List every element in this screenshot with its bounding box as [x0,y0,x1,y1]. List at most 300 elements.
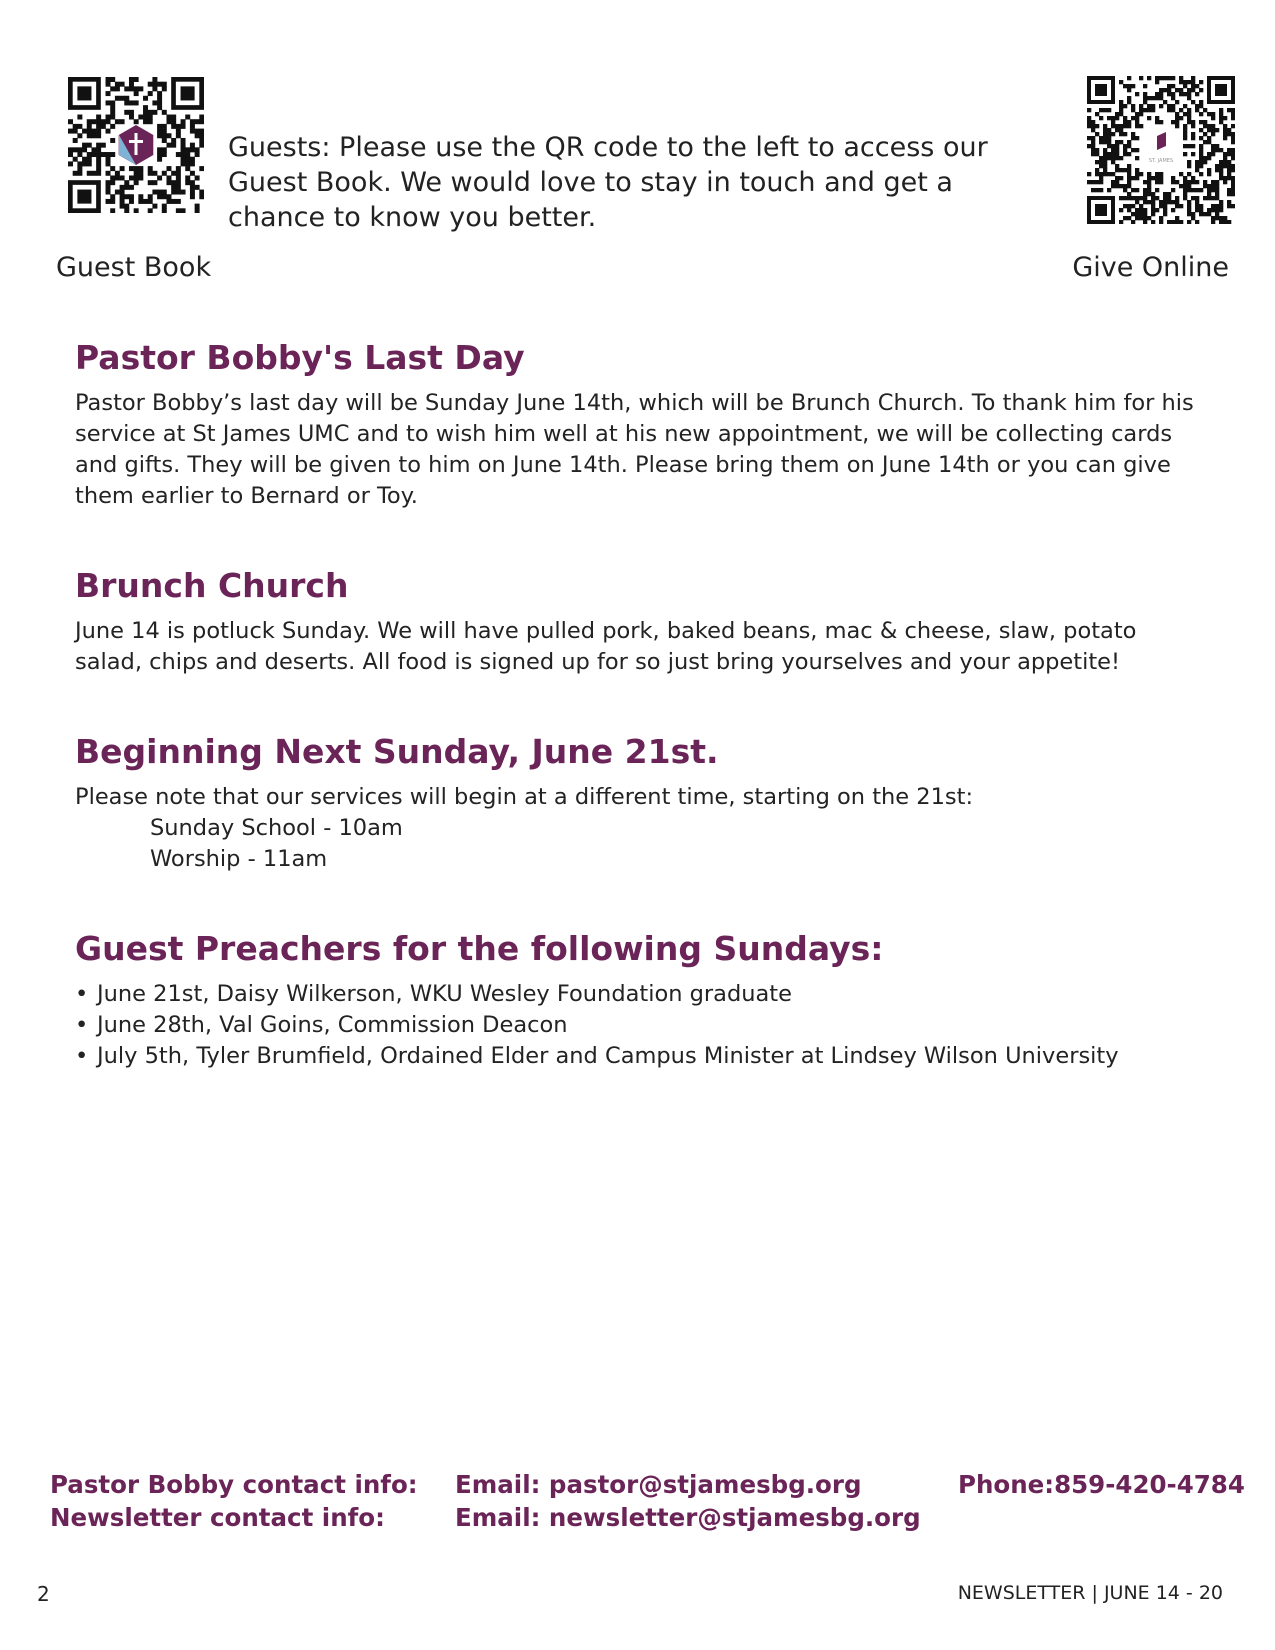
qr-module [181,208,186,213]
qr-module [73,157,78,162]
qr-module [1151,204,1155,208]
qr-module [110,199,115,204]
qr-module [1151,220,1155,224]
qr-module [1219,160,1223,164]
qr-module [1183,152,1187,156]
qr-module [96,152,101,157]
qr-module [1215,144,1219,148]
qr-module [152,82,157,87]
qr-module [1139,208,1143,212]
qr-module [129,199,134,204]
qr-module [106,100,111,105]
qr-module [1135,112,1139,116]
qr-module [82,161,87,166]
qr-module [1103,168,1107,172]
qr-module [1127,76,1131,80]
qr-module [143,119,148,124]
qr-module [199,119,204,124]
qr-module [110,100,115,105]
qr-module [157,100,162,105]
qr-module [1143,108,1147,112]
qr-module [1131,116,1135,120]
qr-module [1107,140,1111,144]
qr-module [124,180,129,185]
qr-module [1231,188,1235,192]
qr-module [110,77,115,82]
qr-module [1207,124,1211,128]
qr-module [1131,212,1135,216]
qr-module [1115,116,1119,120]
qr-module [1119,100,1123,104]
qr-module [1195,200,1199,204]
qr-finder-pattern [77,86,91,100]
qr-module [1123,132,1127,136]
qr-module [129,175,134,180]
qr-module [1219,112,1223,116]
qr-module [1151,192,1155,196]
qr-module [1167,88,1171,92]
qr-module [157,157,162,162]
qr-module [1139,104,1143,108]
qr-module [1215,164,1219,168]
qr-module [1103,148,1107,152]
section-heading: Guest Preachers for the following Sundays: [75,929,884,968]
qr-module [1199,204,1203,208]
qr-module [1195,220,1199,224]
qr-module [1135,176,1139,180]
qr-module [1187,208,1191,212]
qr-module [176,190,181,195]
qr-module [1167,84,1171,88]
qr-module [1187,144,1191,148]
qr-module [1215,216,1219,220]
qr-module [176,166,181,171]
qr-module [1199,172,1203,176]
qr-module [1135,92,1139,96]
qr-module [1179,108,1183,112]
qr-module [1175,124,1179,128]
qr-module [138,115,143,120]
qr-module [1147,192,1151,196]
qr-module [1103,124,1107,128]
give-online-qr-code[interactable] [1087,76,1235,224]
qr-module [1151,108,1155,112]
qr-module [1155,180,1159,184]
qr-module [1143,220,1147,224]
qr-module [1115,124,1119,128]
qr-module [1143,92,1147,96]
qr-module [1087,180,1091,184]
qr-module [1103,160,1107,164]
qr-module [115,171,120,176]
qr-module [1171,92,1175,96]
qr-module [1095,148,1099,152]
qr-module [1175,88,1179,92]
section-heading: Pastor Bobby's Last Day [75,338,525,377]
qr-module [124,194,129,199]
qr-module [120,175,125,180]
qr-module [143,199,148,204]
qr-module [1127,180,1131,184]
qr-module [1223,160,1227,164]
qr-module [1131,196,1135,200]
qr-module [1191,144,1195,148]
qr-module [1195,188,1199,192]
qr-module [1115,184,1119,188]
newsletter-email-link[interactable]: Email: newsletter@stjamesbg.org [455,1503,921,1532]
qr-module [1183,104,1187,108]
qr-module [120,190,125,195]
qr-module [1207,184,1211,188]
qr-module [1127,164,1131,168]
list-item [75,1041,1205,1072]
qr-module [162,208,167,213]
qr-module [152,204,157,209]
qr-module [1123,168,1127,172]
qr-finder-pattern [1095,84,1107,96]
qr-module [1135,168,1139,172]
qr-module [1139,108,1143,112]
list-item [75,979,1205,1010]
qr-module [106,157,111,162]
qr-module [1159,216,1163,220]
qr-module [1131,108,1135,112]
qr-module [110,208,115,213]
qr-module [1099,176,1103,180]
qr-module [1231,132,1235,136]
church-logo-text: ST. JAMES [1148,158,1174,164]
qr-module [1135,172,1139,176]
qr-module [106,77,111,82]
qr-module [106,129,111,134]
qr-module [1179,204,1183,208]
qr-module [1191,136,1195,140]
qr-module [1231,156,1235,160]
qr-module [166,119,171,124]
qr-module [1099,180,1103,184]
qr-module [1123,188,1127,192]
qr-module [190,171,195,176]
qr-module [157,124,162,129]
qr-module [1179,172,1183,176]
qr-module [1095,172,1099,176]
qr-module [101,152,106,157]
qr-module [1183,196,1187,200]
qr-finder-pattern [77,190,91,204]
qr-module [190,147,195,152]
qr-module [134,171,139,176]
qr-module [1191,188,1195,192]
qr-module [106,190,111,195]
qr-module [199,133,204,138]
qr-module [1127,120,1131,124]
qr-module [1183,92,1187,96]
qr-module [1175,112,1179,116]
qr-module [73,171,78,176]
qr-module [1123,116,1127,120]
qr-module [1119,128,1123,132]
qr-module [138,175,143,180]
qr-module [1147,200,1151,204]
qr-module [1139,172,1143,176]
qr-module [124,86,129,91]
qr-module [176,199,181,204]
qr-module [1191,88,1195,92]
section-heading: Beginning Next Sunday, June 21st. [75,732,719,771]
qr-module [1211,112,1215,116]
qr-module [1115,168,1119,172]
qr-module [1175,120,1179,124]
qr-module [1227,204,1231,208]
bullet-icon: • [75,1012,89,1038]
qr-module [1183,188,1187,192]
qr-module [101,119,106,124]
qr-module [1103,136,1107,140]
qr-module [162,110,167,115]
qr-module [1215,168,1219,172]
qr-module [91,147,96,152]
qr-module [1139,76,1143,80]
qr-module [1147,216,1151,220]
qr-module [1199,208,1203,212]
qr-module [115,119,120,124]
qr-module [1135,124,1139,128]
qr-module [1131,176,1135,180]
qr-module [106,115,111,120]
qr-module [1087,172,1091,176]
qr-module [1227,152,1231,156]
qr-module [91,133,96,138]
qr-module [1175,216,1179,220]
qr-module [1139,112,1143,116]
qr-module [166,166,171,171]
qr-module [115,190,120,195]
qr-module [1175,220,1179,224]
qr-module [1111,144,1115,148]
qr-module [171,115,176,120]
qr-module [1159,92,1163,96]
qr-module [1155,80,1159,84]
qr-module [1115,140,1119,144]
qr-module [1127,192,1131,196]
qr-module [87,129,92,134]
qr-module [115,175,120,180]
qr-module [1199,152,1203,156]
qr-module [1123,144,1127,148]
qr-module [1211,124,1215,128]
qr-module [1191,196,1195,200]
qr-module [106,152,111,157]
qr-module [1151,176,1155,180]
qr-module [1155,188,1159,192]
qr-module [1115,152,1119,156]
qr-module [1195,92,1199,96]
qr-module [1139,212,1143,216]
qr-module [138,86,143,91]
qr-module [1107,188,1111,192]
qr-module [1207,172,1211,176]
qr-module [110,138,115,143]
qr-module [1231,192,1235,196]
qr-module [1231,204,1235,208]
qr-module [1215,148,1219,152]
qr-module [181,152,186,157]
qr-module [1143,96,1147,100]
qr-module [1123,204,1127,208]
qr-module [1175,204,1179,208]
qr-module [1223,136,1227,140]
qr-module [1231,184,1235,188]
qr-module [1163,204,1167,208]
qr-module [1215,192,1219,196]
qr-module [1207,136,1211,140]
qr-module [1119,156,1123,160]
qr-module [162,204,167,209]
qr-module [1119,124,1123,128]
qr-module [1227,188,1231,192]
qr-module [185,147,190,152]
qr-module [171,190,176,195]
qr-module [96,161,101,166]
qr-module [120,204,125,209]
qr-module [1147,184,1151,188]
qr-module [1127,152,1131,156]
qr-module [77,161,82,166]
qr-module [1115,144,1119,148]
qr-module [195,204,200,209]
qr-module [157,175,162,180]
list-item-text: July 5th, Tyler Brumfield, Ordained Elder and Campus Minister at Lindsey Wilson University [97,1043,1119,1069]
qr-module [1111,116,1115,120]
pastor-phone[interactable]: Phone:859-420-4784 [958,1470,1245,1499]
qr-module [110,115,115,120]
qr-module [1207,212,1211,216]
qr-module [1195,84,1199,88]
qr-module [87,157,92,162]
qr-module [1143,216,1147,220]
qr-module [1151,208,1155,212]
qr-module [162,124,167,129]
qr-module [134,119,139,124]
qr-module [1107,136,1111,140]
qr-module [1199,128,1203,132]
qr-module [1231,180,1235,184]
qr-module [190,180,195,185]
qr-module [1215,180,1219,184]
qr-module [1119,220,1123,224]
section-body: Pastor Bobby’s last day will be Sunday June 14th, which will be Brunch Church. To thank him for his service at St James UMC and to wish him well at his new appointment, we will be collecting cards and gifts. They will be given to him on June 14th. Please bring them on June 14th or you can give them earlier to Bernard or Toy. [75,390,1194,509]
qr-module [152,100,157,105]
qr-module [1211,152,1215,156]
qr-module [1187,108,1191,112]
qr-module [1119,112,1123,116]
qr-module [1211,180,1215,184]
give-online-caption: Give Online [1072,252,1229,283]
qr-module [1127,184,1131,188]
qr-module [115,82,120,87]
qr-module [1123,196,1127,200]
qr-module [138,166,143,171]
guest-book-qr-code[interactable] [68,77,204,213]
qr-module [1163,208,1167,212]
qr-module [1135,200,1139,204]
qr-module [1219,168,1223,172]
qr-module [120,199,125,204]
qr-module [110,124,115,129]
qr-module [1159,104,1163,108]
qr-module [1191,76,1195,80]
qr-module [1135,208,1139,212]
cross-icon [129,140,143,143]
qr-module [1219,204,1223,208]
qr-module [73,124,78,129]
qr-module [166,194,171,199]
qr-module [1131,220,1135,224]
qr-module [1119,196,1123,200]
pastor-email-link[interactable]: Email: pastor@stjamesbg.org [455,1470,862,1499]
qr-module [1127,140,1131,144]
qr-module [199,166,204,171]
qr-module [1107,108,1111,112]
qr-module [1187,112,1191,116]
qr-module [96,129,101,134]
qr-module [176,152,181,157]
qr-module [106,91,111,96]
qr-module [1215,208,1219,212]
qr-module [1199,144,1203,148]
qr-module [1127,100,1131,104]
qr-module [1119,104,1123,108]
qr-module [1127,124,1131,128]
qr-module [1123,184,1127,188]
qr-module [1127,168,1131,172]
qr-module [1107,152,1111,156]
qr-module [1127,172,1131,176]
qr-module [181,157,186,162]
qr-module [176,208,181,213]
qr-module [120,96,125,101]
qr-module [1203,108,1207,112]
guest-book-qr-graphic [68,77,204,213]
qr-module [1151,96,1155,100]
qr-module [190,185,195,190]
section-body: Please note that our services will begin at a different time, starting on the 21st: [75,784,974,810]
qr-module [162,86,167,91]
qr-module [1191,100,1195,104]
qr-module [87,171,92,176]
qr-module [1171,200,1175,204]
qr-module [199,143,204,148]
qr-module [157,194,162,199]
qr-module [1227,176,1231,180]
qr-module [1211,208,1215,212]
qr-module [185,175,190,180]
qr-module [195,208,200,213]
qr-module [171,199,176,204]
qr-module [143,96,148,101]
qr-module [1147,108,1151,112]
qr-module [1099,164,1103,168]
qr-module [68,147,73,152]
qr-module [1159,88,1163,92]
qr-module [1127,176,1131,180]
qr-module [176,175,181,180]
qr-module [195,129,200,134]
qr-module [1215,212,1219,216]
qr-module [1103,152,1107,156]
qr-module [1131,132,1135,136]
qr-module [1135,196,1139,200]
